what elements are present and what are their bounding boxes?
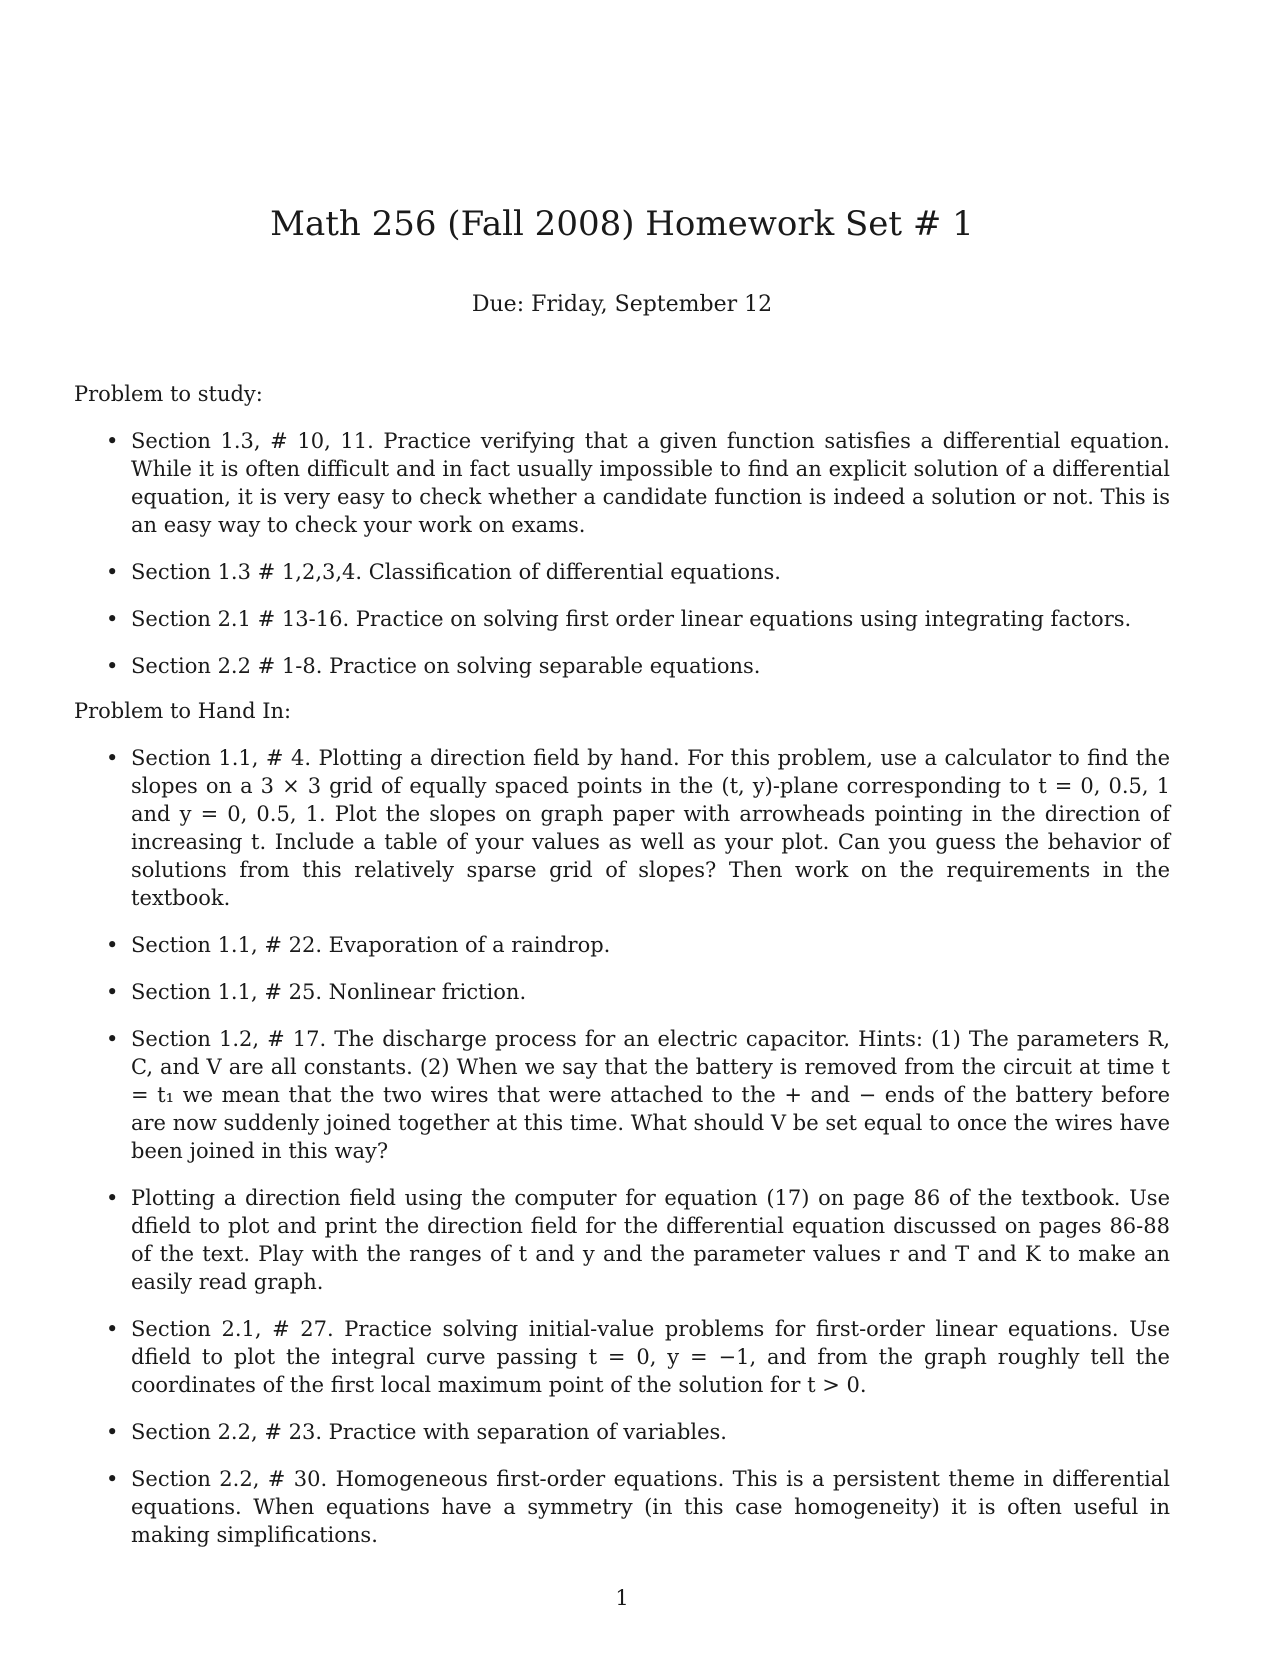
list-item bbox=[74, 1465, 1170, 1549]
list-item bbox=[74, 605, 1170, 633]
list-item bbox=[74, 931, 1170, 959]
bullet-icon: • bbox=[106, 746, 119, 770]
list-item-text: Section 1.1, # 25. Nonlinear friction. bbox=[131, 980, 527, 1004]
list-item bbox=[74, 1025, 1170, 1165]
page-title: Math 256 (Fall 2008) Homework Set # 1 bbox=[270, 204, 974, 244]
list-item-text: Section 2.1 # 13-16. Practice on solving first order linear equations using integrating factors. bbox=[131, 607, 1132, 631]
list-item bbox=[74, 978, 1170, 1006]
bullet-icon: • bbox=[106, 607, 119, 631]
list-item-text: Section 1.3, # 10, 11. Practice verifying that a given function satisfies a differential equation. While it is often difficult and in fact usually impossible to find an explicit solution of a differential equation, it is very easy to check whether a candidate function is indeed a solution or not. This is an easy way to check your work on exams. bbox=[131, 429, 1170, 537]
list-item-text: Section 1.2, # 17. The discharge process for an electric capacitor. Hints: (1) The parameters R, C, and V are all constants. (2) When we say that the battery is removed from the circuit at time t = t₁ we mean that the two wires that were attached to the + and − ends of the battery before are now suddenly joined together at this time. What should V be set equal to once the wires have been joined in this way? bbox=[131, 1027, 1170, 1163]
bullet-icon: • bbox=[106, 980, 119, 1004]
list-item bbox=[74, 427, 1170, 539]
bullet-icon: • bbox=[106, 1186, 119, 1210]
list-item bbox=[74, 1184, 1170, 1296]
due-date: Due: Friday, September 12 bbox=[471, 292, 773, 317]
list-item-text: Section 2.2 # 1-8. Practice on solving separable equations. bbox=[131, 654, 761, 678]
list-item-text: Section 1.1, # 22. Evaporation of a raindrop. bbox=[131, 933, 611, 957]
list-item bbox=[74, 744, 1170, 912]
handin-list bbox=[74, 744, 1170, 1549]
list-item bbox=[74, 558, 1170, 586]
bullet-icon: • bbox=[106, 1027, 119, 1051]
list-item bbox=[74, 1315, 1170, 1399]
handin-heading: Problem to Hand In: bbox=[74, 699, 292, 723]
bullet-icon: • bbox=[106, 1317, 119, 1341]
bullet-icon: • bbox=[106, 429, 119, 453]
list-item-text: Section 2.1, # 27. Practice solving initial-value problems for first-order linear equations. Use dfield to plot the integral curve passing t = 0, y = −1, and from the graph roughly tell the coordinates of the first local maximum point of the solution for t > 0. bbox=[131, 1317, 1170, 1397]
list-item bbox=[74, 1418, 1170, 1446]
list-item-text: Section 1.3 # 1,2,3,4. Classification of differential equations. bbox=[131, 560, 781, 584]
list-item-text: Section 2.2, # 30. Homogeneous first-order equations. This is a persistent theme in differential equations. When equations have a symmetry (in this case homogeneity) it is often useful in making simplifications. bbox=[131, 1467, 1170, 1547]
list-item-text: Plotting a direction field using the computer for equation (17) on page 86 of the textbook. Use dfield to plot and print the direction field for the differential equation discussed on pages 86-88 of the text. Play with the ranges of t and y and the parameter values r and T and K to make an easily read graph. bbox=[131, 1186, 1170, 1294]
list-item bbox=[74, 652, 1170, 680]
list-item-text: Section 2.2, # 23. Practice with separation of variables. bbox=[131, 1420, 727, 1444]
study-list bbox=[74, 427, 1170, 680]
bullet-icon: • bbox=[106, 1420, 119, 1444]
document-body bbox=[74, 380, 1170, 1566]
bullet-icon: • bbox=[106, 654, 119, 678]
bullet-icon: • bbox=[106, 560, 119, 584]
study-heading: Problem to study: bbox=[74, 382, 263, 406]
list-item-text: Section 1.1, # 4. Plotting a direction field by hand. For this problem, use a calculator to find the slopes on a 3 × 3 grid of equally spaced points in the (t, y)-plane corresponding to t = 0, 0.5, 1 and y = 0, 0.5, 1. Plot the slopes on graph paper with arrowheads pointing in the direction of increasing t. Include a table of your values as well as your plot. Can you guess the behavior of solutions from this relatively sparse grid of slopes? Then work on the requirements in the textbook. bbox=[131, 746, 1170, 910]
page-number: 1 bbox=[615, 1586, 629, 1610]
bullet-icon: • bbox=[106, 933, 119, 957]
bullet-icon: • bbox=[106, 1467, 119, 1491]
